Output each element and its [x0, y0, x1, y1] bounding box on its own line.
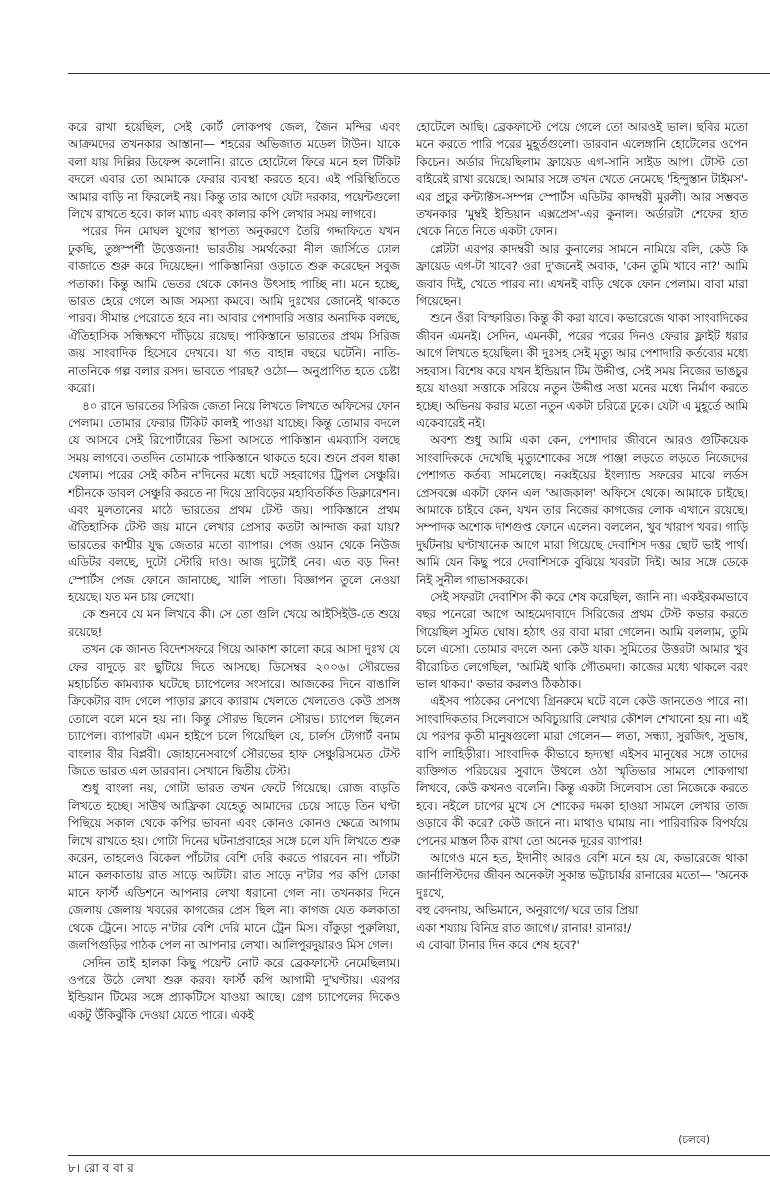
paragraph: সেদিন তাই হালকা কিছু পয়েন্ট নোট করে ব্রেকফাস্টে নেমেছিলাম। ওপরে উঠে লেখা শুরু করব। ফার্স্ট কপি আগামী দু'ঘণ্টায়। এরপর ইন্ডিয়ান টিমের সঙ্গে প্র্যাকটিসে যাওয়া আছে। গ্রেগ চ্যাপেলের দিকেও একটু উঁকিঝুঁকি দেওয়া যেতে পারে। একই: [68, 955, 400, 1022]
paragraph: তখন কে জানত বিদেশসফরে গিয়ে আকাশ কালো করে আসা দুঃখ যে ফের বাদুড়ে রং ছুটিয়ে দিতে আসছে। ডিসেম্বর ২০০৬। সৌরভের মহাচর্চিত কামব্যাক ঘটেছে চ্যাপেলের সংসারে। আজকের দিনে বাঙালি ক্রিকেটার বাদ গেলে পাড়ার ক্লাবে ক্যারাম খেলতে খেলতেও কেউ প্রসঙ্গ তোলে বলে মনে হয় না। কিন্তু সৌরভ ছিলেন সৌরভ। চ্যাপেল ছিলেন চ্যাপেল। ব্যাপারটা এমন হাইপে চলে গিয়েছিল যে, চার্লস ট্যেগার্ট বনাম বাংলার বীর বিপ্লবী। জোহানেসবার্গে সৌরভের হাফ সেঞ্চুরিসমেত টেস্ট জিতে ভারত এল ডারবান। সেখানে দ্বিতীয় টেস্ট।: [68, 642, 400, 779]
paragraph: সেই সফরটা দেবাশিস কী করে শেষ করেছিল, জানি না। একইরকমভাবে বছর পনেরো আগে আহমেদাবাদে সিরিজের প্রথম টেস্ট কভার করতে গিয়েছিল সুমিত ঘোষ। হঠাৎ ওর বাবা মারা গেলেন। আমি বললাম, তুমি চলে এসো। তোমার বদলে অন্য কেউ যাক। সুমিতের উত্তরটা আমার খুব বীরোচিত লেগেছিল, 'আমিই থাকি গৌতমদা। কাজের মধ্যে থাকলে বরং ভাল থাকব।' কভার করলও ঠিকঠাক।: [416, 589, 748, 691]
paragraph: কে শুনবে যে মন লিখবে কী। সে তো গুলি খেয়ে আইসিইউ-তে শুয়ে রয়েছে!: [68, 607, 400, 639]
paragraph: প্লেটটা এরপর কাদম্বরী আর কুনালের সামনে নামিয়ে বলি, কেউ কি ফ্রায়েড এগ-টা খাবে? ওরা দু'জনেই অবাক, 'কেন তুমি খাবে না?' আমি জবাব দিই, খেতে পারব না। এখনই বাড়ি থেকে ফোন পেলাম। বাবা মারা গিয়েছেন।: [416, 241, 748, 309]
paragraph: অবশ্য শুধু আমি একা কেন, পেশাদার জীবনে আরও গুটিকয়েক সাংবাদিককে দেখেছি মৃত্যুশোকের সঙ্গে পাঞ্জা লড়তে লড়তে নিজেদের পেশাগত কর্তব্য সামলেছে। নব্বইয়ের ইংল্যান্ড সফরের মাঝে লর্ডস প্রেসবক্সে একটা ফোন এল 'আজকাল' অফিসে থেকে। আমাকে চাইছে। আমাকে চাইবে কেন, যখন তার নিজের কাগজের লোক এখানে রয়েছে। সম্পাদক অশোক দাশগুপ্ত ফোনে এলেন। বললেন, খুব খারাপ খবর। গাড়ি দুর্ঘটনায় ঘণ্টাখানেক আগে মারা গিয়েছে দেবাশিস দত্তর ছোট ভাই পার্থ। আমি যেন কিছু পরে দেবাশিসকে বুঝিয়ে খবরটা দিই। আর সঙ্গে ডেকে নিই সুনীল গাভাসকরকে।: [416, 433, 748, 587]
verse-line: এ বোঝা টানার দিন কবে শেষ হবে?': [416, 938, 580, 953]
paragraph: শুধু বাংলা নয়, গোটা ভারত তখন ফেটে গিয়েছে। রোজ বাড়তি লিখতে হচ্ছে। সাউথ আফ্রিকা যেহেতু আমাদের চেয়ে সাড়ে তিন ঘণ্টা পিছিয়ে সকাল থেকে কপির ভাবনা এবং কোনও কোনও ক্ষেত্রে আগাম লিখে রাখতে হয়। গোটা দিনের ঘটনাপ্রবাহের সঙ্গে চলে যদি লিখতে শুরু করেন, তাহলেও বিকেল পাঁচটার বেশি দেরি করতে পারবেন না। পাঁচটা মানে কলকাতায় রাত সাড়ে আটটা। রাত সাড়ে ন'টার পর কপি ঢোকা মানে ফার্স্ট এডিশনে আপনার লেখা ধরানো গেল না। তখনকার দিনে জেলায় জেলায় খবরের কাগজের প্রেস ছিল না। কাগজ যেত কলকাতা থেকে ট্রেনে। সাড়ে ন'টার বেশি দেরি মানে ট্রেন মিস। বাঁকুড়া পুরুলিয়া, জলপিগুড়ির পাঠক পেল না আপনার লেখা। আলিপুরদুয়ারও মিস গেল।: [68, 781, 400, 953]
continued-marker: (চলবে): [678, 1134, 710, 1146]
paragraph: পরের দিন মোঘল যুগের স্থাপত্য অনুকরণে তৈরি গদ্দাফিতে যখন ঢুকছি, তুঙ্গস্পর্শী উত্তেজনা! ভারতীয় সমর্থকেরা নীল জার্সিতে ঢোল বাজাতে শুরু করে দিয়েছেন। পাকিস্তানিরা ওড়াতে শুরু করেছেন সবুজ পতাকা। কিন্তু আমি ভেতর থেকে কোনও উৎসাহ পাচ্ছি না। মনে হচ্ছে, ভারত হেরে গেলে আজ সমস্যা কমবে। আমি দুঃখের জোনেই থাকতে পারব। সীমান্ত পেরোতে হবে না। আবার পেশাদারি সত্তার অন্যদিক বলছে, ঐতিহাসিক সন্ধিক্ষণে দাঁড়িয়ে রয়েছ। পাকিস্তানে ভারতের প্রথম সিরিজ জয় সাংবাদিক হিসেবে দেখবে। যা গত বাহান্ন বছরে ঘটেনি। নাতি-নাতনিকে গল্প বলার রসদ। ভাবতে পারছ? ওঠো— অনুপ্রাণিত হতে চেষ্টা করো।: [68, 224, 400, 396]
article-column-right: [416, 119, 748, 1129]
article-column-left: [68, 119, 400, 1129]
paragraph: করে রাখা হয়েছিল, সেই কোর্ট লোকপথ জেল, জৈন মন্দির এবং আক্রমদের তখনকার আস্তানা— শহরের অভিজাত মডেল টাউন। যাকে বলা যায় দিল্লির ডিফেন্স কলোনি। রাতে হোটেলে ফিরে মনে হল টিকিট বদলে এবার তো আমাকে ফেরার ব্যবস্থা করতে হবে। এই পরিস্থিতিতে আমার বাড়ি না ফিরলেই নয়। কিন্তু তার আগে যেটা দরকার, পয়েন্টগুলো লিখে রাখতে হবে। কাল ম্যাচ এবং কালার কপি লেখার সময় লাগবে।: [68, 120, 400, 222]
page-folio: ৮। রো ব বা র: [68, 1161, 134, 1175]
verse-line: বহু বেদনায়, অভিমানে, অনুরাগে/ ঘরে তার প্রিয়া: [416, 903, 639, 918]
paragraph: ৪০ রানে ভারতের সিরিজ জেতা নিয়ে লিখতে লিখতে অফিসের ফোন পেলাম। তোমার ফেরার টিকিট কালই পাওয়া যাচ্ছে। কিন্তু তোমার বদলে যে আসবে সেই রিপোর্টারের ভিসা আসতে পাকিস্তান এমব্যাসি বলছে সময় লাগবে। ততদিন তোমাকে পাকিস্তানে থাকতে হবে। শুনে প্রবল ধাক্কা খেলাম। পরের সেই কঠিন ন'দিনের মধ্যে ঘটে সহবাগের ট্রিপল সেঞ্চুরি। শচীনকে ডাবল সেঞ্চুরি করতে না দিয়ে দ্রাবিড়ের মহাবিতর্কিত ডিক্লারেশন। এবং মুলতানের মাঠে ভারতের প্রথম টেস্ট জয়। পাকিস্তানে প্রথম ঐতিহাসিক টেস্ট জয় মানে লেখার প্রেসার কতটা আন্দাজ করা যায়? ভারতের কাশ্মীর যুদ্ধ জেতার মতো ব্যাপার। পেজ ওয়ান থেকে নিউজ এডিটর বলছে, দুটো স্টোরি দাও। আজ দুটোই নেব। এত বড় দিন! স্পোর্টস পেজ ফোনে জানাচ্ছে, খালি পাতা। বিজ্ঞাপন তুলে নেওয়া হয়েছে। যত মন চায় লেখো।: [68, 398, 400, 604]
paragraph: শুনে ওঁরা বিস্ফারিত। কিন্তু কী করা যাবে। কভারেজে থাকা সাংবাদিকের জীবন এমনই। সেদিন, এমনকী, পরের পরের দিনও ফেরার ফ্লাইট ধরার আগে লিখতে হয়েছিল। কী দুঃসহ সেই মৃত্যু আর পেশাদারি কর্তব্যের মধ্যে সহবাস। বিশেষ করে যখন ইন্ডিয়ান টিম উদ্দীপ্ত, সেই সময় নিজের ভাঙচুর হয়ে যাওয়া সত্তাকে সরিয়ে নতুন উদ্দীপ্ত সত্তা মনের মধ্যে নির্মাণ করতে হচ্ছে। অভিনয় করার মতো নতুন একটা চরিত্রে ঢুকে। যেটা এ মুহূর্তে আমি একেবারেই নই।: [416, 311, 748, 430]
verse-line: একা শয্যায় বিনিদ্র রাত জাগে।/ রানার! রানার!/: [416, 920, 632, 935]
paragraph: আগেও মনে হত, ইদানীং আরও বেশি মনে হয় যে, কভারেজে থাকা জার্নালিস্টদের জীবন অনেকটা সুকান্ত ভট্টাচার্যর রানারের মতো— 'অনেক দুঃখে,: [416, 851, 748, 900]
paragraph: এইসব পাঠকের নেপথ্যে গ্রিনরুমে ঘটে বলে কেউ জানতেও পারে না। সাংবাদিকতার সিলেবাসে অবিচ্যুয়ারি লেখার কৌশল শেখানো হয় না। এই যে পরপর কৃতী মানুষগুলো মারা গেলেন— লতা, সন্ধ্যা, সুরজিৎ, সুভাষ, বাপি লাহিড়ীরা। সাংবাদিক কীভাবে হৃদ্যস্থা এইসব মানুষের সঙ্গে তাদের ব্যক্তিগত পরিচয়ের সুবাদে উথলে ওঠা স্মৃতিভার সামলে শোকগাথা লিখবে, কেউ কখনও বলেনি। কিন্তু একটা সিলেবাস তো নিজেকে করতে হবে। নইলে চাপের মুখে সে শোকের দমকা হাওয়া সামলে লেখার তাজ ওড়াবে কী করে? কেউ জানে না। মাথাও ঘামায় না। পারিবারিক বিপর্যয়ে পেনের মাস্তল ঠিক রাখা তো অনেক দূরের ব্যাপার!: [416, 694, 748, 848]
paragraph: হোটেলে আছি। ব্রেকফাস্টে পেয়ে গেলে তো আরওই ভাল। ছবির মতো মনে করতে পারি পরের মুহূর্তগুলো। ডারবান এলেঙ্গানি হোটেলের ওপেন কিচেন। অর্ডার দিয়েছিলাম ফ্রায়েড এগ-সানি সাইড আপ। টোস্ট তো বাইরেই রাখা রয়েছে। আমার সঙ্গে তখন খেতে নেমেছে 'হিন্দুস্তান টাইমস'-এর প্রচুর কন্ট্যাক্টস-সম্পন্ন স্পোর্টস এডিটর কাদম্বরী মুরলী। আর সম্ভবত তখনকার 'মুম্বই ইন্ডিয়ান এক্সপ্রেস'-এর কুনাল। অর্ডারটা শেফের হাত থেকে নিতে নিতে একটা ফোন।: [416, 120, 748, 239]
top-rule: [68, 73, 770, 74]
bottom-rule: [68, 1155, 770, 1156]
